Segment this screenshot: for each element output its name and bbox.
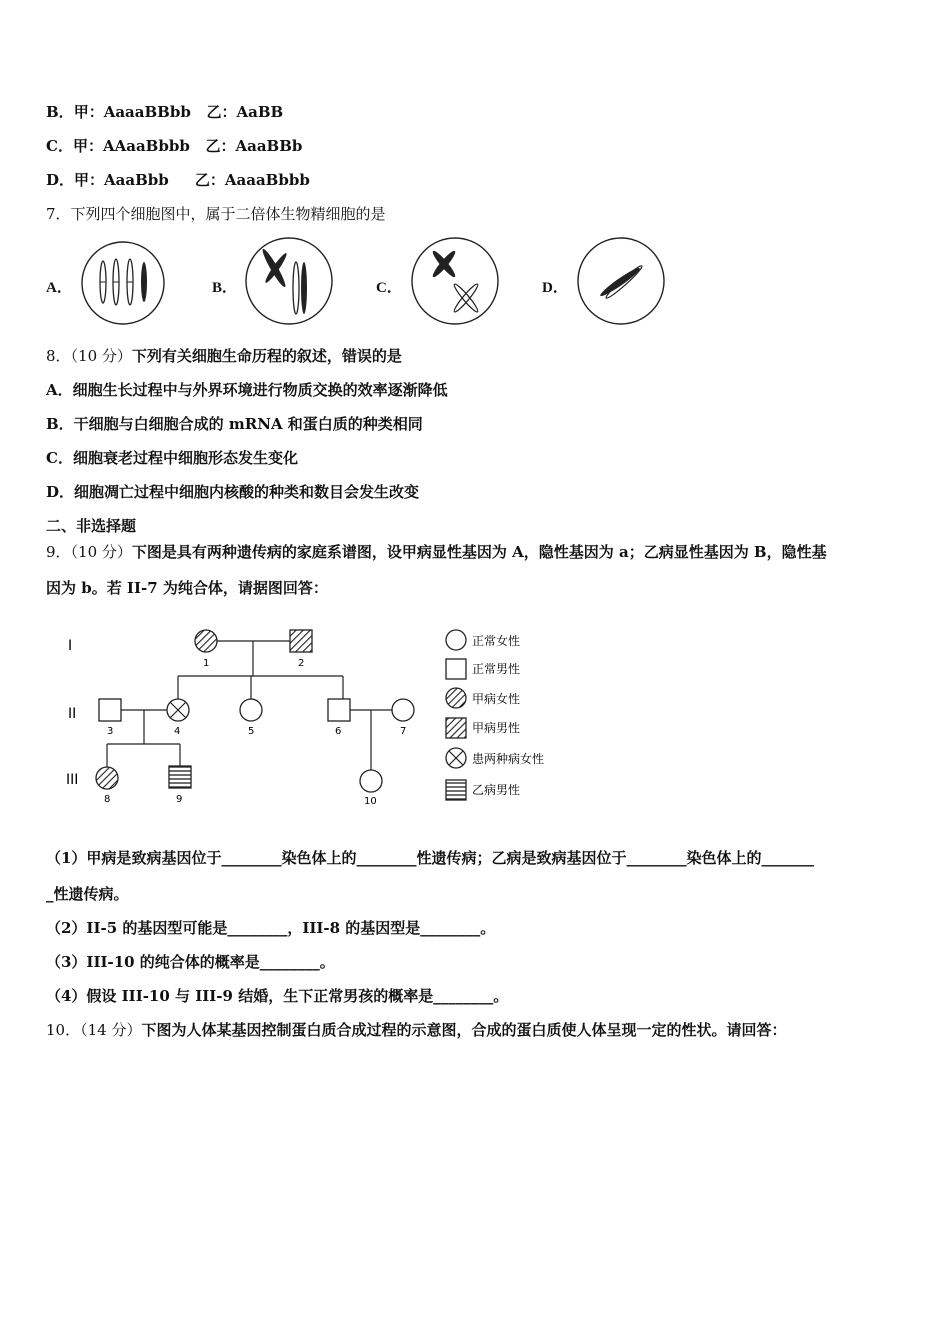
q7-option-b-label: B． [212,280,238,296]
id-10: 10 [364,796,377,807]
q9-sub1-line2: _性遗传病。 [46,885,129,903]
legend-jia-male: 甲病男性 [472,721,521,735]
legend-normal-male-icon [446,659,466,679]
q9-sub3: （3）III-10 的纯合体的概率是________。 [46,953,335,971]
id-9: 9 [176,794,183,805]
q9-sub2: （2）II-5 的基因型可能是________，III-8 的基因型是________。 [46,919,496,937]
id-5: 5 [248,726,255,737]
cell-b-diagram [244,236,334,326]
individual-ii-6 [328,699,350,721]
q7-option-a-label: A． [46,280,72,296]
individual-ii-5 [240,699,262,721]
q8-option-d: D．细胞凋亡过程中细胞内核酸的种类和数目会发生改变 [46,483,420,501]
legend-yi-male-icon [446,780,466,800]
q10-stem: 10．（14 分）下图为人体某基因控制蛋白质合成过程的示意图，合成的蛋白质使人体呈现一定的性状。请回答： [46,1021,787,1039]
q7-option-c-label: C． [376,280,402,296]
q9-stem-line2: 因为 b。若 II-7 为纯合体，请据图回答： [46,579,328,597]
gen-label-2: II [68,706,77,722]
legend-jia-male-icon [446,718,466,738]
gen-label-3: III [66,772,79,788]
cell-a-diagram [80,240,166,326]
q9-sub1-line1: （1）甲病是致病基因位于________染色体上的________性遗传病；乙病是致病基因位于________染色体上的_______ [46,849,814,867]
q8-stem: 8．（10 分）下列有关细胞生命历程的叙述，错误的是 [46,347,402,365]
individual-ii-7 [392,699,414,721]
cell-c-diagram [410,236,500,326]
gen-label-1: I [68,638,73,654]
legend-normal-female: 正常女性 [472,634,521,648]
legend-normal-female-icon [446,630,466,650]
id-6: 6 [335,726,342,737]
legend-normal-male: 正常男性 [472,662,521,676]
individual-iii-9 [169,766,191,788]
individual-iii-10 [360,770,382,792]
legend-both-female: 患两种病女性 [472,752,545,766]
q8-option-b: B．干细胞与白细胞合成的 mRNA 和蛋白质的种类相同 [46,415,423,433]
id-8: 8 [104,794,111,805]
id-1: 1 [203,658,210,669]
q7-stem: 7．下列四个细胞图中，属于二倍体生物精细胞的是 [46,205,386,223]
individual-ii-3 [99,699,121,721]
q8-option-a: A．细胞生长过程中与外界环境进行物质交换的效率逐渐降低 [46,381,448,399]
individual-i-2 [290,630,312,652]
cell-d-diagram [576,236,666,326]
pedigree-chart [60,618,580,818]
q6-option-d: D．甲：AaaBbb 乙：AaaaBbbb [46,171,310,189]
id-2: 2 [298,658,305,669]
q9-stem-line1: 9．（10 分）下图是具有两种遗传病的家庭系谱图，设甲病显性基因为 A，隐性基因为 a；乙病显性基因为 B，隐性基 [46,543,827,561]
id-3: 3 [107,726,114,737]
individual-iii-8 [96,767,118,789]
legend-jia-female: 甲病女性 [472,692,521,706]
id-7: 7 [400,726,407,737]
q8-option-c: C．细胞衰老过程中细胞形态发生变化 [46,449,298,467]
q9-sub4: （4）假设 III-10 与 III-9 结婚，生下正常男孩的概率是________。 [46,987,509,1005]
section-2-title: 二、非选择题 [46,517,137,535]
legend-yi-male: 乙病男性 [472,783,521,797]
legend-jia-female-icon [446,688,466,708]
q6-option-c: C．甲：AAaaBbbb 乙：AaaBBb [46,137,303,155]
q6-option-b: B．甲：AaaaBBbb 乙：AaBB [46,103,284,121]
id-4: 4 [174,726,181,737]
q7-option-d-label: D． [542,280,568,296]
individual-i-1 [195,630,217,652]
